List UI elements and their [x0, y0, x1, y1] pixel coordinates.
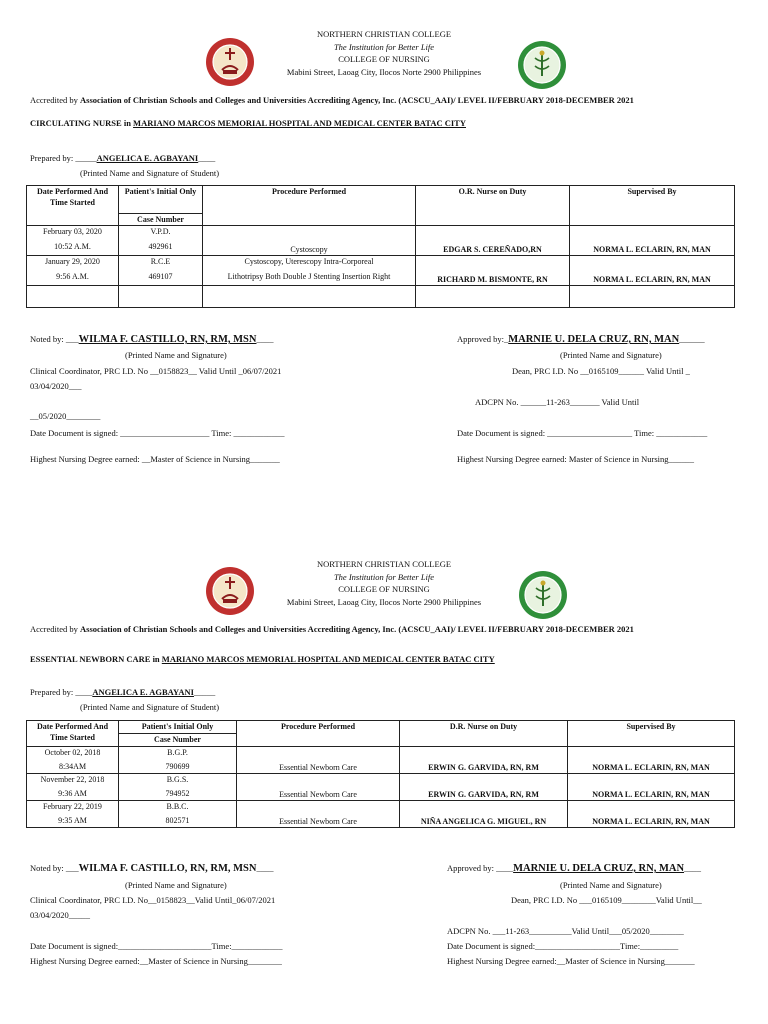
coordinator-prc-cont: 03/04/2020___ [30, 381, 82, 391]
row-date: October 02, 2018 [44, 748, 101, 757]
school-motto: The Institution for Better Life [333, 571, 435, 582]
prepared-by: Prepared by: ____ANGELICA E. AGBAYANI_____ [30, 687, 216, 697]
row-initials: V.P.D. [150, 227, 171, 236]
col-date: Date Performed And Time Started [27, 186, 119, 226]
row-nurse: ERWIN G. GARVIDA, RN, RM [400, 774, 568, 801]
prepared-by-note: (Printed Name and Signature of Student) [80, 168, 220, 178]
row-procedure: Cystoscopy, Uterescopy Intra-Corporeal [244, 257, 374, 266]
row-procedure-cont: Lithotripsy Both Double J Stenting Insertion Right [227, 272, 391, 281]
row-initials: R.C.E [150, 257, 171, 266]
row-nurse: NIÑA ANGELICA G. MIGUEL, RN [400, 801, 568, 828]
accreditation-body: Association of Christian Schools and Colleges and Universities Accrediting Agency, Inc. (ACSCU_AAI)/ LEVEL II/FEBRUARY 2018-DECEMBER 2021 [80, 95, 634, 105]
row-case: 794952 [165, 789, 190, 798]
coordinator-name: WILMA F. CASTILLO, RN, RM, MSN [78, 863, 257, 874]
approved-degree: Highest Nursing Degree earned: Master of Science in Nursing______ [457, 454, 694, 464]
row-initials: B.B.C. [166, 802, 189, 811]
dean-name: MARNIE U. DELA CRUZ, RN, MAN [508, 334, 680, 345]
row-nurse: EDGAR S. CEREÑADO,RN [416, 226, 570, 256]
row-nurse: ERWIN G. GARVIDA, RN, RM [400, 747, 568, 774]
col-case: Case Number [119, 734, 237, 747]
row-procedure: Essential Newborn Care [237, 801, 400, 828]
row-date: February 03, 2020 [43, 227, 102, 236]
approved-by-note: (Printed Name and Signature) [560, 350, 662, 360]
row-procedure: Essential Newborn Care [237, 747, 400, 774]
dean-name: MARNIE U. DELA CRUZ, RN, MAN [513, 863, 685, 874]
row-date: November 22, 2018 [40, 775, 105, 784]
procedure-log-table [26, 185, 735, 308]
row-supervisor: NORMA L. ECLARIN, RN, MAN [570, 256, 735, 286]
table-row [27, 801, 735, 828]
coordinator-name: WILMA F. CASTILLO, RN, RM, MSN [78, 334, 257, 345]
row-time: 9:36 AM [58, 789, 87, 798]
row-initials: B.G.S. [166, 775, 189, 784]
hospital-name: MARIANO MARCOS MEMORIAL HOSPITAL AND MEDICAL CENTER BATAC CITY [161, 654, 495, 664]
noted-date-signed: Date Document is signed:______________________Time:____________ [30, 941, 283, 951]
row-case: 469107 [148, 272, 173, 281]
row-procedure: Essential Newborn Care [237, 774, 400, 801]
rotation-area: CIRCULATING NURSE in MARIANO MARCOS MEMORIAL HOSPITAL AND MEDICAL CENTER BATAC CITY [30, 118, 466, 128]
school-address: Mabini Street, Laoag City, Ilocos Norte 2900 Philippines [286, 66, 482, 77]
noted-date-signed: Date Document is signed: _____________________ Time: ____________ [30, 428, 285, 438]
noted-by-note: (Printed Name and Signature) [125, 350, 227, 360]
row-initials: B.G.P. [167, 748, 188, 757]
col-procedure: Procedure Performed [237, 721, 400, 747]
coordinator-valid: __05/2020________ [30, 411, 101, 421]
school-address: Mabini Street, Laoag City, Ilocos Norte 2900 Philippines [286, 596, 482, 607]
college-name: COLLEGE OF NURSING [338, 584, 430, 594]
rotation-area: ESSENTIAL NEWBORN CARE in MARIANO MARCOS MEMORIAL HOSPITAL AND MEDICAL CENTER BATAC CITY [30, 654, 495, 664]
procedure-log-table [26, 720, 735, 828]
row-supervisor: NORMA L. ECLARIN, RN, MAN [568, 747, 735, 774]
row-time: 8:34AM [58, 762, 87, 771]
dean-prc: Dean, PRC I.D. No __0165109______ Valid Until _ [512, 366, 690, 376]
approved-by: Approved by:_MARNIE U. DELA CRUZ, RN, MAN______ [457, 334, 705, 345]
accreditation-line: Accredited by Association of Christian Schools and Colleges and Universities Accrediting Agency, Inc. (ACSCU_AAI)/ LEVEL II/FEBRUARY 2018-DECEMBER 2021 [30, 95, 634, 105]
col-nurse: D.R. Nurse on Duty [400, 721, 568, 747]
row-case: 492961 [148, 242, 173, 251]
approved-by: Approved by: ____MARNIE U. DELA CRUZ, RN, MAN____ [447, 863, 702, 874]
coordinator-prc: Clinical Coordinator, PRC I.D. No __0158823__ Valid Until _06/07/2021 [30, 366, 282, 376]
row-supervisor: NORMA L. ECLARIN, RN, MAN [568, 774, 735, 801]
col-patient: Patient's Initial Only [119, 721, 237, 734]
table-row-empty [27, 286, 735, 308]
table-row [27, 774, 735, 801]
approved-degree: Highest Nursing Degree earned:__Master of Science in Nursing_______ [447, 956, 695, 966]
form-circulating-nurse [0, 0, 768, 500]
dean-adcpn: ADCPN No. ___11-263__________Valid Until___05/2020________ [447, 926, 684, 936]
row-time: 9:35 AM [58, 816, 87, 825]
row-case: 802571 [165, 816, 190, 825]
table-header-row [27, 721, 735, 734]
coordinator-prc: Clinical Coordinator, PRC I.D. No__0158823__Valid Until_06/07/2021 [30, 895, 276, 905]
row-procedure: Cystoscopy [290, 245, 328, 254]
accreditation-line: Accredited by Association of Christian Schools and Colleges and Universities Accrediting Agency, Inc. (ACSCU_AAI)/ LEVEL II/FEBRUARY 2018-DECEMBER 2021 [30, 624, 634, 634]
table-row [27, 226, 735, 256]
row-time: 10:52 A.M. [54, 242, 91, 251]
row-date: February 22, 2019 [43, 802, 102, 811]
noted-degree: Highest Nursing Degree earned: __Master of Science in Nursing_______ [30, 454, 280, 464]
row-supervisor: NORMA L. ECLARIN, RN, MAN [568, 801, 735, 828]
noted-degree: Highest Nursing Degree earned:__Master of Science in Nursing________ [30, 956, 282, 966]
school-motto: The Institution for Better Life [333, 41, 435, 52]
prepared-by: Prepared by: _____ANGELICA E. AGBAYANI____ [30, 153, 216, 163]
col-nurse: O.R. Nurse on Duty [416, 186, 570, 226]
row-nurse: RICHARD M. BISMONTE, RN [416, 256, 570, 286]
col-procedure: Procedure Performed [203, 186, 416, 226]
accreditation-body: Association of Christian Schools and Colleges and Universities Accrediting Agency, Inc. (ACSCU_AAI)/ LEVEL II/FEBRUARY 2018-DECEMBER 2021 [80, 624, 634, 634]
col-case: Case Number [119, 214, 203, 226]
college-name: COLLEGE OF NURSING [338, 54, 430, 64]
prepared-by-note: (Printed Name and Signature of Student) [80, 702, 220, 712]
col-supervisor: Supervised By [570, 186, 735, 226]
col-supervisor: Supervised By [568, 721, 735, 747]
approved-by-note: (Printed Name and Signature) [560, 880, 662, 890]
table-row [27, 747, 735, 774]
dean-adcpn: ADCPN No. ______11-263_______ Valid Until [475, 397, 640, 407]
noted-by: Noted by: ___WILMA F. CASTILLO, RN, RM, MSN____ [30, 863, 274, 874]
noted-by: Noted by: ___WILMA F. CASTILLO, RN, RM, MSN____ [30, 334, 274, 345]
hospital-name: MARIANO MARCOS MEMORIAL HOSPITAL AND MEDICAL CENTER BATAC CITY [133, 118, 466, 128]
student-name: ANGELICA E. AGBAYANI [96, 153, 199, 163]
approved-date-signed: Date Document is signed:____________________Time:_________ [447, 941, 679, 951]
row-supervisor: NORMA L. ECLARIN, RN, MAN [570, 226, 735, 256]
school-name: NORTHERN CHRISTIAN COLLEGE [316, 29, 452, 39]
approved-date-signed: Date Document is signed: ____________________ Time: ____________ [457, 428, 708, 438]
col-patient: Patient's Initial Only [119, 186, 203, 214]
form-essential-newborn-care [0, 530, 768, 1024]
table-header-row [27, 186, 735, 214]
school-name: NORTHERN CHRISTIAN COLLEGE [316, 559, 452, 569]
row-case: 790699 [165, 762, 190, 771]
table-row [27, 256, 735, 286]
col-date: Date Performed And Time Started [27, 721, 119, 747]
coordinator-prc-cont: 03/04/2020_____ [30, 910, 90, 920]
dean-prc: Dean, PRC I.D. No ___0165109________Valid Until__ [511, 895, 702, 905]
college-header [0, 558, 768, 608]
college-header [0, 28, 768, 78]
row-date: January 29, 2020 [45, 257, 100, 266]
noted-by-note: (Printed Name and Signature) [125, 880, 227, 890]
row-time: 9:56 A.M. [56, 272, 89, 281]
student-name: ANGELICA E. AGBAYANI [92, 687, 194, 697]
